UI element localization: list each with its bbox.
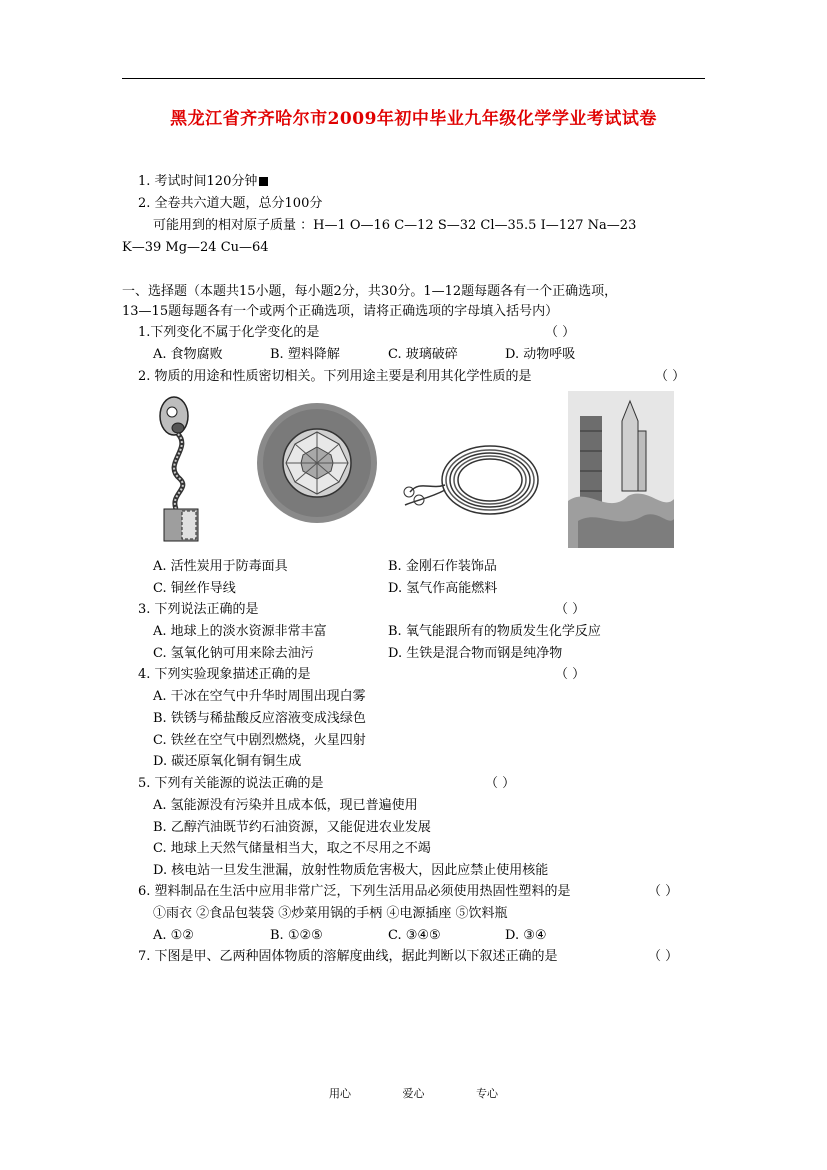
diamond-image [256, 402, 378, 524]
rocket-launch-image [568, 391, 674, 548]
page-footer [0, 1085, 827, 1101]
q7-stem: 7. 下图是甲、乙两种固体物质的溶解度曲线，据此判断以下叙述正确的是 [138, 949, 558, 964]
q3-answer-paren: （ ） [555, 602, 586, 617]
q5-option-b: B. 乙醇汽油既节约石油资源，又能促进农业发展 [153, 820, 431, 835]
q2-answer-paren: （ ） [655, 369, 686, 384]
q3-option-a: A. 地球上的淡水资源非常丰富 [153, 624, 327, 639]
q2-option-b: B. 金刚石作装饰品 [388, 559, 497, 574]
q5-option-c: C. 地球上天然气储量相当大，取之不尽用之不竭 [153, 841, 431, 856]
atomic-masses-line1: 可能用到的相对原子质量 ：H—1 O—16 C—12 S—32 Cl—35.5 I—127 Na—23 [153, 218, 637, 233]
note-total: 2. 全卷共六道大题，总分100分 [138, 196, 323, 211]
q1-option-d: D. 动物呼吸 [505, 347, 576, 362]
q5-answer-paren: （ ） [485, 776, 516, 791]
q5-option-d: D. 核电站一旦发生泄漏，放射性物质危害极大，因此应禁止使用核能 [153, 863, 549, 878]
section-heading-line2: 13—15题每题各有一个或两个正确选项，请将正确选项的字母填入括号内） [122, 304, 559, 319]
gas-mask-image [152, 394, 212, 544]
q5-stem: 5. 下列有关能源的说法正确的是 [138, 776, 324, 791]
footer-word-2: 爱心 [402, 1087, 425, 1100]
q4-answer-paren: （ ） [555, 667, 586, 682]
footer-word-1: 用心 [329, 1087, 351, 1100]
black-square-mark [259, 177, 268, 186]
q6-option-c: C. ③④⑤ [388, 928, 441, 943]
q2-stem: 2. 物质的用途和性质密切相关。下列用途主要是利用其化学性质的是 [138, 369, 532, 384]
q1-answer-paren: （ ） [545, 325, 576, 340]
q1-option-b: B. 塑料降解 [270, 347, 340, 362]
section-heading-line1: 一、选择题（本题共15小题，每小题2分，共30分。1—12题每题各有一个正确选项， [122, 284, 618, 299]
footer-word-3: 专心 [476, 1087, 498, 1100]
q4-option-b: B. 铁锈与稀盐酸反应溶液变成浅绿色 [153, 711, 366, 726]
q4-option-c: C. 铁丝在空气中剧烈燃烧，火星四射 [153, 733, 366, 748]
q3-option-b: B. 氧气能跟所有的物质发生化学反应 [388, 624, 601, 639]
exam-title: 黑龙江省齐齐哈尔市2009年初中毕业九年级化学学业考试试卷 [170, 109, 657, 129]
q6-option-a: A. ①② [153, 928, 194, 943]
q1-stem: 1.下列变化不属于化学变化的是 [138, 325, 320, 340]
q6-stem: 6. 塑料制品在生活中应用非常广泛，下列生活用品必须使用热固性塑料的是 [138, 884, 571, 899]
q1-option-c: C. 玻璃破碎 [388, 347, 458, 362]
q3-option-c: C. 氢氧化钠可用来除去油污 [153, 646, 314, 661]
q5-option-a: A. 氢能源没有污染并且成本低，现已普遍使用 [153, 798, 418, 813]
q1-option-a: A. 食物腐败 [153, 347, 223, 362]
q2-option-d: D. 氢气作高能燃料 [388, 581, 498, 596]
note-time: 1. 考试时间120分钟 [138, 173, 268, 191]
q3-stem: 3. 下列说法正确的是 [138, 602, 259, 617]
q7-answer-paren: （ ） [648, 949, 679, 964]
q6-option-b: B. ①②⑤ [270, 928, 323, 943]
q4-option-d: D. 碳还原氧化铜有铜生成 [153, 754, 302, 769]
q6-answer-paren: （ ） [648, 884, 679, 899]
atomic-masses-line2: K—39 Mg—24 Cu—64 [122, 240, 269, 255]
q6-items: ①雨衣 ②食品包装袋 ③炒菜用锅的手柄 ④电源插座 ⑤饮料瓶 [153, 906, 508, 921]
q4-option-a: A. 干冰在空气中升华时周围出现白雾 [153, 689, 366, 704]
q6-option-d: D. ③④ [505, 928, 547, 943]
copper-wire-image [395, 430, 545, 525]
q2-option-a: A. 活性炭用于防毒面具 [153, 559, 288, 574]
q4-stem: 4. 下列实验现象描述正确的是 [138, 667, 311, 682]
q2-option-c: C. 铜丝作导线 [153, 581, 236, 596]
header-rule [122, 78, 705, 79]
q3-option-d: D. 生铁是混合物而钢是纯净物 [388, 646, 563, 661]
